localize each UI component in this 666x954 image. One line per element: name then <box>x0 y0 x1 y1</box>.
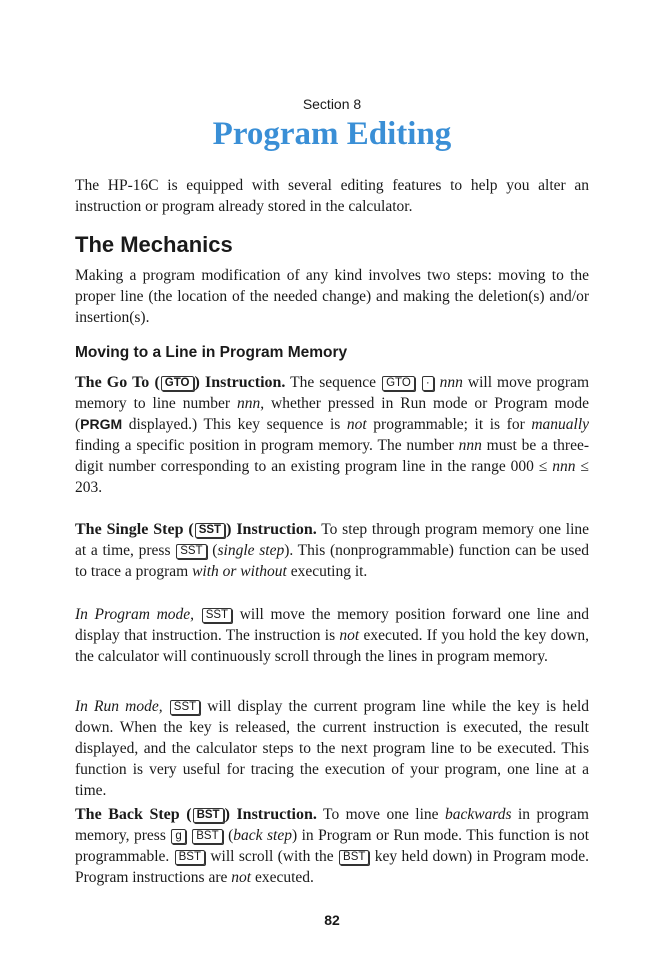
chapter-title: Program Editing <box>212 116 452 152</box>
sst-paragraph: The Single Step ( SST ) Instruction. To step through program memory one line at a time, press SST (single step). This (nonprogrammable) function can be used to trace a program with or without executing it. <box>75 521 590 580</box>
bst-lead: The Back Step ( BST ) Instruction. <box>75 806 317 823</box>
bst-key: BST <box>175 850 205 865</box>
gto-key: GTO <box>161 376 194 391</box>
page-number: 82 <box>324 912 340 928</box>
intro-paragraph: The HP-16C is equipped with several editing features to help you alter an instruction or program already stored in the calculator. <box>75 177 589 215</box>
gto-key: GTO <box>382 376 415 391</box>
sst-key: SST <box>176 544 206 559</box>
sst-lead: The Single Step ( SST ) Instruction. <box>75 521 317 538</box>
bst-key: BST <box>339 850 369 865</box>
bst-paragraph: The Back Step ( BST ) Instruction. To move one line backwards in program memory, press g BST (back step) in Program or Run mode. This function is not programmable. BST will scroll (with the BST key held down) in Program mode. Program instructions are not executed. <box>75 806 590 886</box>
goto-lead: The Go To ( GTO ) Instruction. <box>75 374 286 391</box>
prgm-annunciator: PRGM <box>80 416 123 432</box>
section-label: Section 8 <box>302 96 362 112</box>
sst-key: SST <box>195 523 225 538</box>
sst-key: SST <box>170 700 200 715</box>
bst-key: BST <box>192 829 222 844</box>
decimal-point-key: · <box>422 376 434 391</box>
bst-key: BST <box>193 808 224 823</box>
moving-heading: Moving to a Line in Program Memory <box>75 344 348 361</box>
mechanics-paragraph: Making a program modification of any kind involves two steps: moving to the proper line (the location of the needed change) and making the deletion(s) and/or insertion(s). <box>75 267 589 326</box>
sst-key: SST <box>202 608 232 623</box>
g-key: g <box>171 829 185 844</box>
goto-paragraph: The Go To ( GTO ) Instruction. The sequence GTO · nnn will move program memory to line number nnn, whether pressed in Run mode or Program mode (PRGM displayed.) This key sequence is not programmable; it is for manually finding a specific position in program memory. The number nnn must be a three-digit number corresponding to an existing program line in the range 000 ≤ nnn ≤ 203. <box>75 374 590 496</box>
mechanics-heading: The Mechanics <box>75 232 233 257</box>
program-mode-paragraph: In Program mode, SST will move the memory position forward one line and display that instruction. The instruction is not executed. If you hold the key down, the calculator will continuously scroll through the lines in program memory. <box>75 606 590 665</box>
run-mode-paragraph: In Run mode, SST will display the current program line while the key is held down. When the key is released, the current instruction is executed, the result displayed, and the calculator steps to the next program line to be executed. This function is very useful for tracing the execution of your program, one line at a time. <box>75 698 590 799</box>
